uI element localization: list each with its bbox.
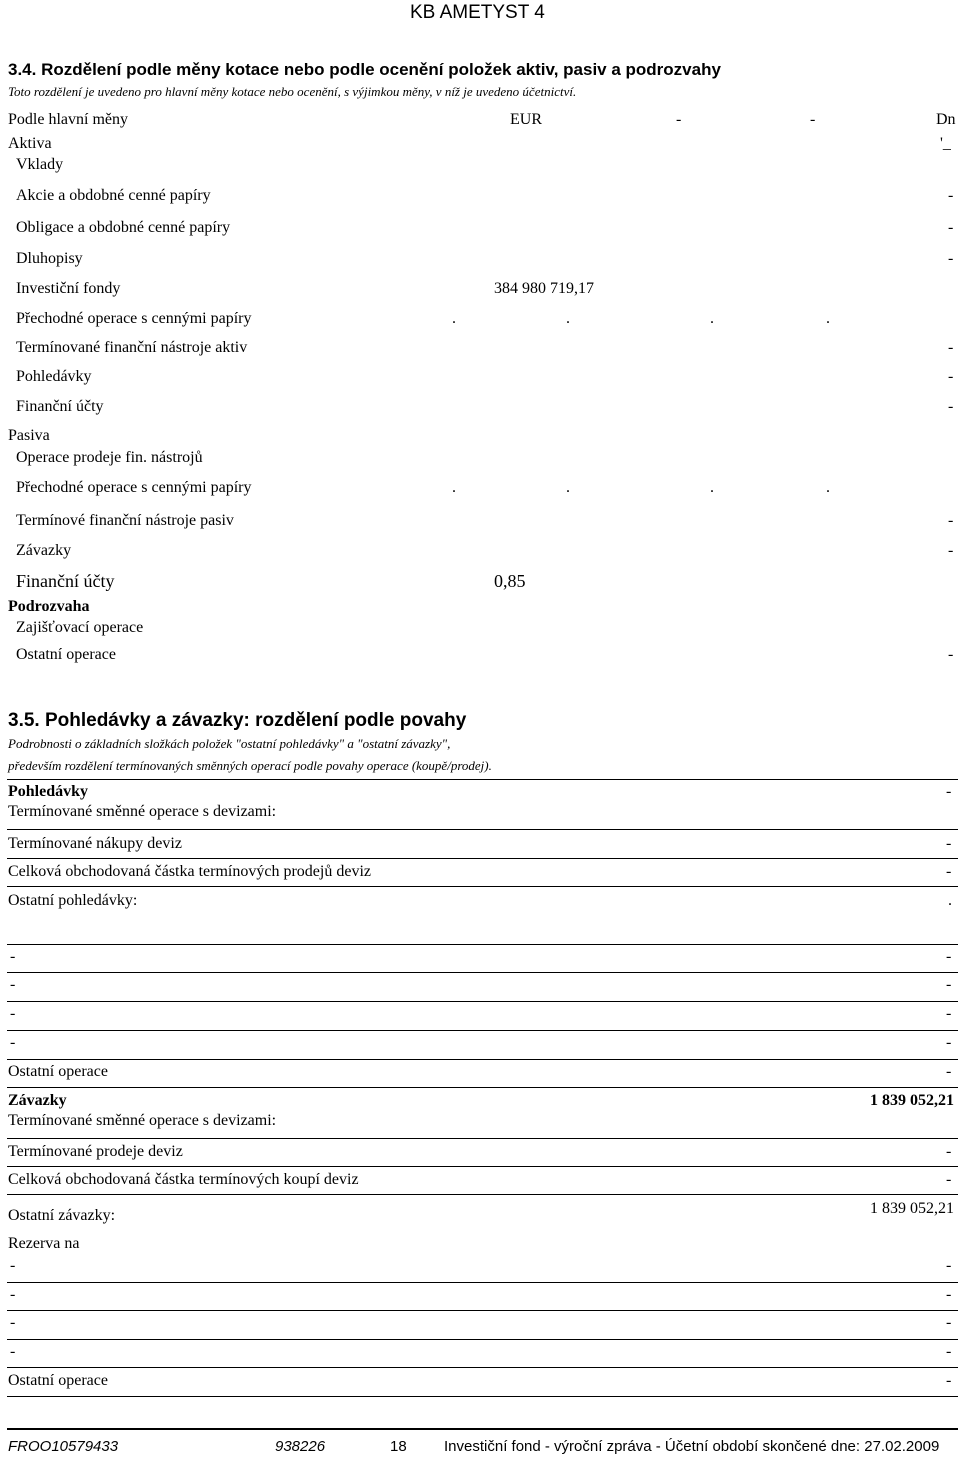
pohledavky-row-label: Termínované nákupy deviz	[8, 835, 182, 852]
fund-name: KB AMETYST 4	[410, 2, 545, 23]
pohledavky-row-label: Celková obchodovaná částka termínových prodejů deviz	[8, 863, 371, 880]
divider	[7, 1396, 958, 1397]
aktiva-row-value: -	[948, 398, 954, 415]
zavazky-subheading: Termínované směnné operace s devizami:	[8, 1112, 277, 1129]
pohledavky-heading: Pohledávky	[8, 783, 89, 800]
divider	[7, 1030, 958, 1031]
pasiva-row-label: Přechodné operace s cennými papíry	[16, 479, 252, 496]
aktiva-row-label: Obligace a obdobné cenné papíry	[16, 219, 231, 236]
zavazky-value: 1 839 052,21	[870, 1092, 954, 1109]
zavazky-row-label: Celková obchodovaná částka termínových koupí deviz	[8, 1171, 359, 1188]
footer-code: FROO10579433	[8, 1438, 119, 1455]
aktiva-heading: Aktiva	[8, 135, 52, 152]
divider	[7, 1059, 958, 1060]
podrozvaha-row-label: Ostatní operace	[16, 646, 116, 663]
pohledavky-row-label: Ostatní pohledávky:	[8, 892, 138, 909]
podrozvaha-heading: Podrozvaha	[8, 598, 90, 615]
dot-marker: .	[710, 310, 714, 327]
zavazky-ostatni-label: Ostatní operace	[8, 1372, 108, 1389]
dot-marker: .	[566, 310, 570, 327]
aktiva-row-label: Finanční účty	[16, 398, 104, 415]
section-35-note-2: především rozdělení termínovaných směnných operací podle povahy operace (koupě/prodej).	[8, 758, 492, 773]
dash-cell: -	[10, 1257, 16, 1274]
divider	[7, 1339, 958, 1340]
col-header-label: Podle hlavní měny	[8, 111, 128, 128]
dash-cell: -	[946, 1314, 952, 1331]
podrozvaha-row-value: -	[948, 646, 954, 663]
aktiva-row-value: -	[948, 368, 954, 385]
pasiva-row-label: Termínové finanční nástroje pasiv	[16, 512, 234, 529]
divider	[7, 829, 958, 830]
aktiva-row-label: Pohledávky	[16, 368, 92, 385]
dash-cell: -	[10, 948, 16, 965]
dash-cell: -	[10, 1286, 16, 1303]
dot-marker: .	[826, 479, 830, 496]
dash-cell: -	[10, 1343, 16, 1360]
aktiva-row-label: Termínované finanční nástroje aktiv	[16, 339, 248, 356]
section-35-title: 3.5. Pohledávky a závazky: rozdělení podle povahy	[8, 710, 467, 731]
divider	[7, 1367, 958, 1368]
dash-cell: -	[946, 1343, 952, 1360]
dot-marker: .	[452, 479, 456, 496]
col-header-4: Dn	[936, 111, 956, 128]
pasiva-row-label: Finanční účty	[16, 571, 115, 591]
dash-cell: -	[946, 1034, 952, 1051]
zavazky-row-value: -	[946, 1143, 952, 1160]
pohledavky-subheading: Termínované směnné operace s devizami:	[8, 803, 277, 820]
pohledavky-row-value: .	[948, 892, 952, 909]
rezerva-label: Rezerva na	[8, 1235, 80, 1252]
footer-rule	[7, 1428, 958, 1430]
zavazky-row-label: Termínované prodeje deviz	[8, 1143, 183, 1160]
divider	[7, 944, 958, 945]
divider	[7, 1138, 958, 1139]
dash-cell: -	[10, 1314, 16, 1331]
aktiva-row-value: -	[948, 250, 954, 267]
divider	[7, 779, 958, 780]
pasiva-row-value: -	[948, 542, 954, 559]
col-header-eur: EUR	[510, 111, 542, 128]
zavazky-row-label: Ostatní závazky:	[8, 1207, 116, 1224]
section-34-note: Toto rozdělení je uvedeno pro hlavní měny kotace nebo ocenění, s výjimkou měny, v níž je uvedeno účetnictví.	[8, 84, 577, 99]
zavazky-heading: Závazky	[8, 1092, 67, 1109]
page-number: 18	[390, 1438, 407, 1455]
aktiva-row-value: -	[948, 339, 954, 356]
dot-marker: .	[566, 479, 570, 496]
divider	[7, 1001, 958, 1002]
dash-cell: -	[946, 948, 952, 965]
zavazky-row-value: -	[946, 1171, 952, 1188]
aktiva-row-label: Investiční fondy	[16, 280, 121, 297]
pohledavky-row-value: -	[946, 863, 952, 880]
pasiva-row-value: -	[948, 512, 954, 529]
divider	[7, 858, 958, 859]
col-header-2: -	[676, 111, 682, 128]
pasiva-row-label: Závazky	[16, 542, 72, 559]
footer-text: Investiční fond - výroční zpráva - Účetní období skončené dne: 27.02.2009	[444, 1438, 940, 1455]
divider	[7, 972, 958, 973]
pohledavky-ostatni-label: Ostatní operace	[8, 1063, 108, 1080]
dot-marker: .	[452, 310, 456, 327]
dash-cell: -	[10, 1034, 16, 1051]
divider	[7, 1282, 958, 1283]
dash-cell: -	[10, 1005, 16, 1022]
zavazky-row-value: 1 839 052,21	[870, 1200, 954, 1217]
aktiva-row-label: Akcie a obdobné cenné papíry	[16, 187, 211, 204]
aktiva-row-eur-value: 384 980 719,17	[494, 280, 594, 297]
dash-cell: -	[946, 976, 952, 993]
dash-cell: -	[946, 1257, 952, 1274]
dot-marker: .	[710, 479, 714, 496]
section-35-note-1: Podrobnosti o základních složkách položek "ostatní pohledávky" a "ostatní závazky",	[8, 736, 451, 751]
pasiva-row-eur-value: 0,85	[494, 571, 526, 591]
zavazky-ostatni-value: -	[946, 1372, 952, 1389]
divider	[7, 1194, 958, 1195]
pasiva-row-label: Operace prodeje fin. nástrojů	[16, 449, 203, 466]
aktiva-row-value: -	[948, 219, 954, 236]
divider	[7, 1166, 958, 1167]
footer-number: 938226	[275, 1438, 326, 1455]
divider	[7, 886, 958, 887]
dash-cell: -	[10, 976, 16, 993]
dash-cell: -	[946, 1005, 952, 1022]
aktiva-mark: '_	[940, 135, 951, 152]
pohledavky-value: -	[946, 783, 952, 800]
pasiva-heading: Pasiva	[8, 427, 50, 444]
podrozvaha-row-label: Zajišťovací operace	[16, 619, 144, 636]
aktiva-row-label: Dluhopisy	[16, 250, 83, 267]
section-34-title: 3.4. Rozdělení podle měny kotace nebo podle ocenění položek aktiv, pasiv a podrozvahy	[8, 60, 721, 79]
dot-marker: .	[826, 310, 830, 327]
aktiva-row-label: Přechodné operace s cennými papíry	[16, 310, 252, 327]
col-header-3: -	[810, 111, 816, 128]
aktiva-row-value: -	[948, 187, 954, 204]
pohledavky-ostatni-value: -	[946, 1063, 952, 1080]
aktiva-row-label: Vklady	[16, 156, 64, 173]
pohledavky-row-value: -	[946, 835, 952, 852]
dash-cell: -	[946, 1286, 952, 1303]
divider	[7, 1310, 958, 1311]
divider	[7, 1087, 958, 1088]
